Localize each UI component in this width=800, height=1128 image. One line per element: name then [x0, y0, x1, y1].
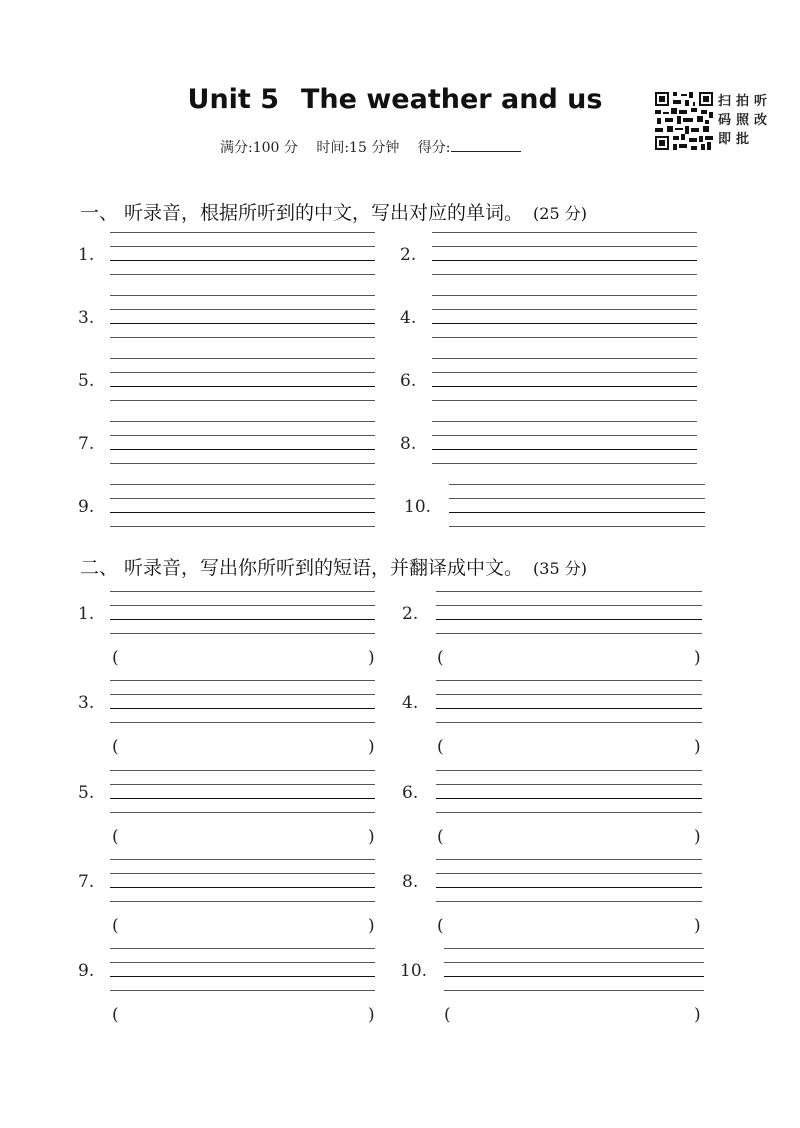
paren-open: ( [437, 916, 444, 936]
writing-lines[interactable] [432, 295, 697, 351]
writing-lines[interactable] [432, 421, 697, 477]
paren-close: ) [368, 737, 375, 757]
writing-lines[interactable] [110, 680, 375, 736]
item-number: 1. [78, 245, 95, 265]
writing-lines[interactable] [444, 948, 704, 1004]
qr-char: 即 [718, 132, 732, 147]
paren-close: ) [368, 827, 375, 847]
paren-open: ( [437, 827, 444, 847]
item-number: 6. [402, 783, 419, 803]
item-number: 9. [78, 961, 95, 981]
item-number: 3. [78, 308, 95, 328]
writing-lines[interactable] [432, 358, 697, 414]
paren-close: ) [694, 737, 701, 757]
title-name: The weather and us [301, 84, 603, 115]
paren-close: ) [694, 1005, 701, 1025]
section-2-score: (35 分) [533, 559, 587, 578]
paren-close: ) [368, 916, 375, 936]
qr-char: 听 [754, 94, 768, 109]
item-number: 5. [78, 371, 95, 391]
title-unit: Unit 5 [187, 84, 280, 115]
paren-open: ( [444, 1005, 451, 1025]
paren-open: ( [437, 737, 444, 757]
item-number: 8. [400, 434, 417, 454]
paren-open: ( [112, 737, 119, 757]
writing-lines[interactable] [436, 680, 702, 736]
writing-lines[interactable] [432, 232, 697, 288]
writing-lines[interactable] [110, 859, 375, 915]
item-number: 5. [78, 783, 95, 803]
paren-open: ( [112, 1005, 119, 1025]
qr-char: 拍 [736, 94, 750, 109]
section-1-title [80, 198, 587, 225]
writing-lines[interactable] [110, 358, 375, 414]
writing-lines[interactable] [110, 484, 375, 540]
paren-open: ( [112, 648, 119, 668]
item-number: 7. [78, 872, 95, 892]
paren-close: ) [368, 648, 375, 668]
paren-close: ) [368, 1005, 375, 1025]
item-number: 10. [404, 497, 432, 517]
paren-open: ( [112, 916, 119, 936]
qr-char: 码 [718, 113, 732, 128]
full-marks: 满分:100 分 [220, 140, 298, 156]
item-number: 8. [402, 872, 419, 892]
paren-close: ) [694, 648, 701, 668]
qr-char: 批 [736, 132, 750, 147]
writing-lines[interactable] [110, 295, 375, 351]
score-blank[interactable] [451, 139, 521, 152]
item-number: 6. [400, 371, 417, 391]
writing-lines[interactable] [436, 591, 702, 647]
score-label: 得分: [417, 140, 451, 156]
writing-lines[interactable] [110, 232, 375, 288]
item-number: 4. [400, 308, 417, 328]
item-number: 10. [400, 961, 428, 981]
item-number: 3. [78, 693, 95, 713]
writing-lines[interactable] [436, 770, 702, 826]
paren-close: ) [694, 827, 701, 847]
section-1-score: (25 分) [533, 204, 587, 223]
score-info [220, 137, 535, 157]
item-number: 4. [402, 693, 419, 713]
item-number: 9. [78, 497, 95, 517]
time-limit: 时间:15 分钟 [316, 140, 400, 156]
qr-char: 照 [736, 113, 750, 128]
writing-lines[interactable] [110, 591, 375, 647]
writing-lines[interactable] [110, 770, 375, 826]
writing-lines[interactable] [436, 859, 702, 915]
writing-lines[interactable] [110, 421, 375, 477]
section-2-heading: 二、 听录音，写出你所听到的短语，并翻译成中文。 [80, 557, 524, 579]
section-1-heading: 一、 听录音，根据所听到的中文，写出对应的单词。 [80, 202, 524, 224]
item-number: 1. [78, 604, 95, 624]
item-number: 2. [402, 604, 419, 624]
qr-caption [718, 92, 768, 149]
item-number: 7. [78, 434, 95, 454]
qr-char: 扫 [718, 94, 732, 109]
section-2-title [80, 553, 587, 580]
page-title [150, 84, 640, 115]
writing-lines[interactable] [449, 484, 705, 540]
paren-open: ( [437, 648, 444, 668]
item-number: 2. [400, 245, 417, 265]
paren-open: ( [112, 827, 119, 847]
qr-char: 改 [754, 113, 768, 128]
writing-lines[interactable] [110, 948, 375, 1004]
qr-code-icon[interactable] [655, 92, 713, 150]
paren-close: ) [694, 916, 701, 936]
